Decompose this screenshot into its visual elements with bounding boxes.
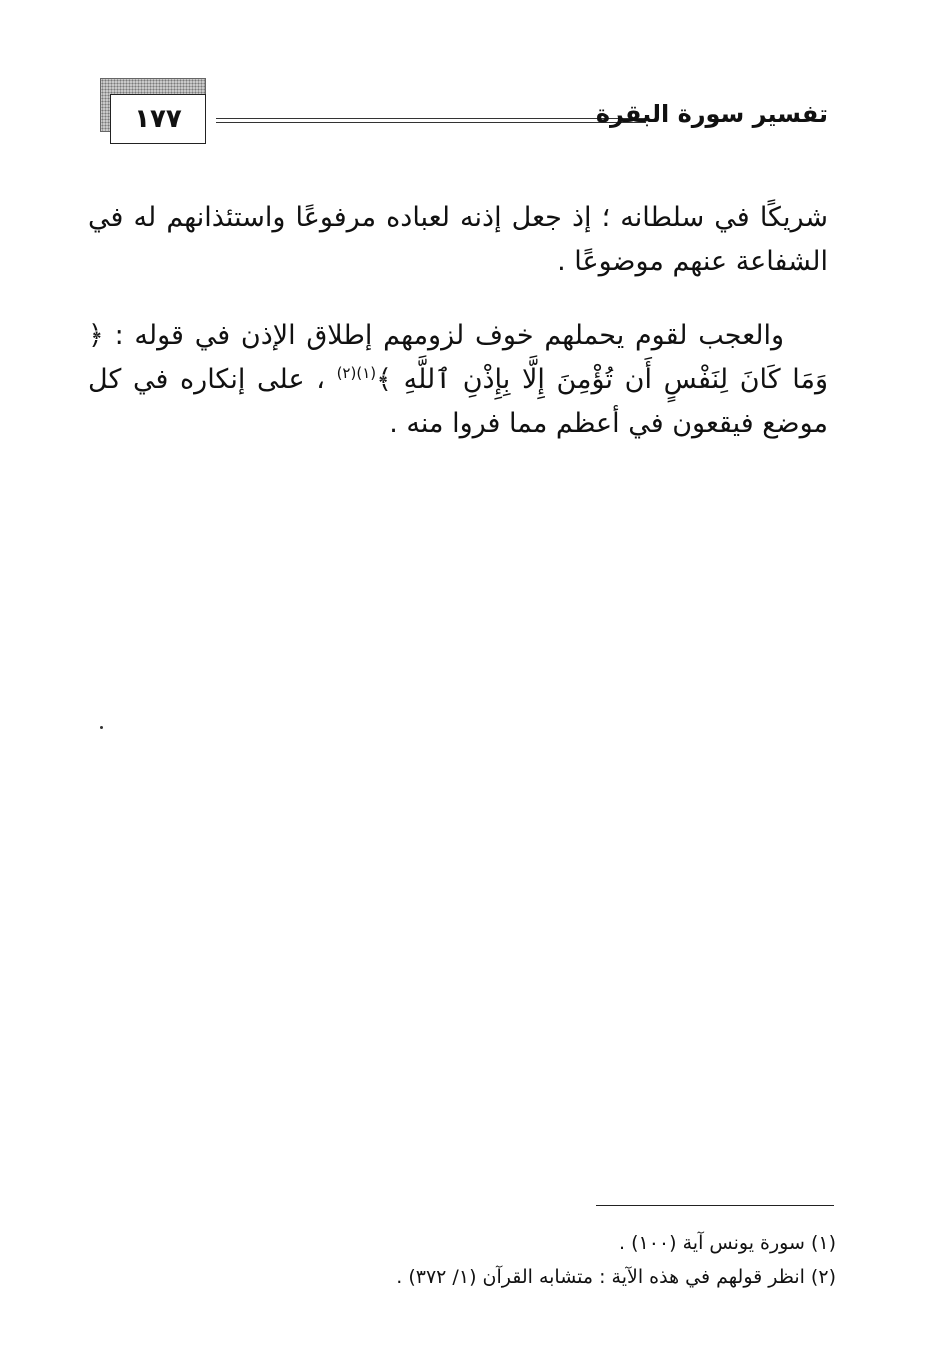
page-number: ١٧٧ xyxy=(134,104,182,134)
footnote-1: (١) سورة يونس آية (١٠٠) . xyxy=(619,1232,836,1254)
paragraph-2-text: والعجب لقوم يحملهم خوف لزومهم إطلاق الإذن في قوله : ﴿ وَمَا كَانَ لِنَفْسٍ أَن تُؤْمِنَ إِلَّا بِإِذْنِ ٱللَّهِ ﴾ xyxy=(88,320,828,395)
footnote-2: (٢) انظر قولهم في هذه الآية : متشابه القرآن (١/ ٣٧٢) . xyxy=(396,1266,836,1288)
footnotes xyxy=(200,1226,836,1294)
footnote-markers: (١)(٢) xyxy=(336,364,377,382)
header-rule-double xyxy=(216,122,646,123)
page-header xyxy=(96,78,836,148)
running-title: تفسير سورة البقرة xyxy=(595,100,828,128)
paragraph-2-continuation: ، على إنكاره في كل موضع فيقعون في أعظم مما فروا منه . xyxy=(88,364,828,439)
header-rule xyxy=(216,118,646,119)
scan-speck xyxy=(100,726,103,729)
page-number-box xyxy=(96,78,208,146)
paragraph-1: شريكًا في سلطانه ؛ إذ جعل إذنه لعباده مرفوعًا واستئذانهم له في الشفاعة عنهم موضوعًا . xyxy=(88,202,828,277)
page-number-frame xyxy=(110,94,206,144)
footnote-separator xyxy=(596,1205,834,1206)
paragraph-2 xyxy=(88,314,828,446)
